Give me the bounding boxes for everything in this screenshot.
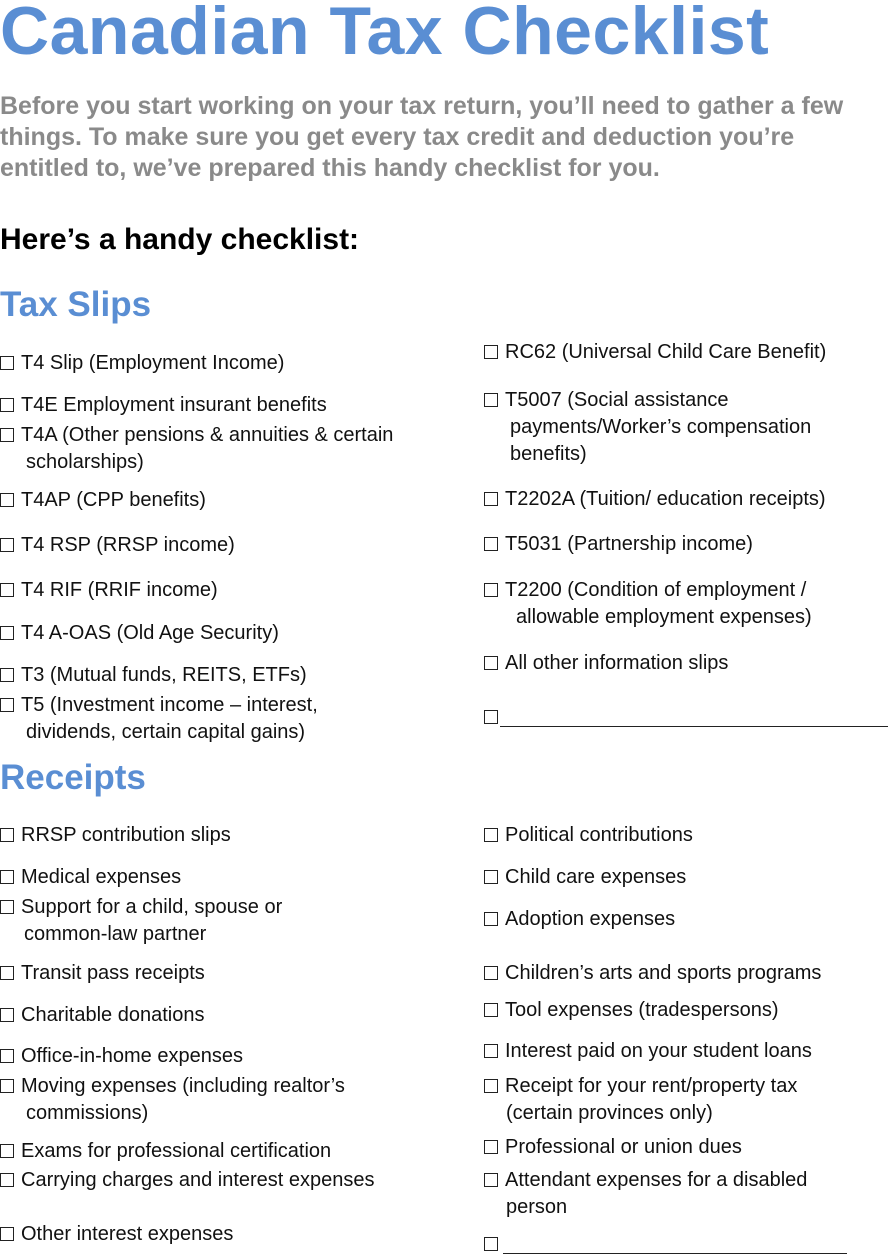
checkbox[interactable]	[0, 1227, 14, 1241]
checklist-item[interactable]	[0, 1138, 331, 1165]
item-label-continued: allowable employment expenses)	[516, 606, 812, 628]
checklist-item[interactable]	[484, 1167, 807, 1221]
item-label: T2200 (Condition of employment /	[505, 579, 807, 601]
checklist-item[interactable]	[484, 1073, 797, 1127]
checkbox[interactable]	[0, 356, 14, 370]
checklist-item[interactable]	[0, 960, 205, 987]
checklist-item[interactable]	[484, 339, 826, 366]
checkbox[interactable]	[484, 583, 498, 597]
item-label: Support for a child, spouse or	[21, 896, 283, 918]
checklist-item[interactable]	[0, 1002, 204, 1029]
checkbox[interactable]	[0, 538, 14, 552]
item-label-continued: dividends, certain capital gains)	[26, 721, 306, 743]
item-label: Child care expenses	[505, 866, 687, 888]
checklist-item[interactable]	[0, 1073, 345, 1127]
checkbox[interactable]	[484, 393, 498, 407]
checkbox[interactable]	[0, 966, 14, 980]
item-label: T3 (Mutual funds, REITS, ETFs)	[21, 664, 307, 686]
checkbox[interactable]	[484, 345, 498, 359]
checkbox[interactable]	[484, 1079, 498, 1093]
checkbox[interactable]	[0, 900, 14, 914]
checklist-item[interactable]	[0, 662, 307, 689]
checklist-item-blank[interactable]	[484, 704, 888, 731]
checklist-item[interactable]	[0, 350, 284, 377]
item-label: T2202A (Tuition/ education receipts)	[505, 488, 826, 510]
checklist-item[interactable]	[484, 960, 821, 987]
item-label: T5 (Investment income – interest,	[21, 694, 318, 716]
item-label: Adoption expenses	[505, 908, 676, 930]
item-label: T4AP (CPP benefits)	[21, 489, 206, 511]
item-label: T4E Employment insurant benefits	[21, 394, 327, 416]
item-label: Office-in-home expenses	[21, 1045, 243, 1067]
checklist-item[interactable]	[484, 486, 826, 513]
item-label: Carrying charges and interest expenses	[21, 1169, 375, 1191]
checkbox[interactable]	[484, 537, 498, 551]
checkbox[interactable]	[484, 492, 498, 506]
checklist-item[interactable]	[484, 531, 753, 558]
checklist-item[interactable]	[0, 577, 218, 604]
item-label: Tool expenses (tradespersons)	[505, 999, 779, 1021]
checklist-item[interactable]	[484, 650, 728, 677]
checklist-item[interactable]	[0, 894, 282, 948]
checkbox[interactable]	[0, 698, 14, 712]
checklist-item[interactable]	[484, 997, 778, 1024]
checklist-item[interactable]	[0, 822, 231, 849]
checklist-item[interactable]	[0, 1167, 375, 1194]
checklist-item[interactable]	[484, 577, 812, 631]
checkbox[interactable]	[0, 1173, 14, 1187]
checklist-item[interactable]	[484, 387, 811, 468]
item-label: Interest paid on your student loans	[505, 1040, 812, 1062]
checkbox[interactable]	[0, 1008, 14, 1022]
checkbox[interactable]	[0, 1049, 14, 1063]
checkbox[interactable]	[484, 710, 498, 724]
checkbox[interactable]	[0, 828, 14, 842]
checkbox[interactable]	[0, 626, 14, 640]
checkbox[interactable]	[484, 1173, 498, 1187]
checkbox[interactable]	[484, 1044, 498, 1058]
tax-slips-heading: Tax Slips	[0, 285, 152, 324]
item-label: Political contributions	[505, 824, 693, 846]
checkbox[interactable]	[484, 1237, 498, 1251]
page-title: Canadian Tax Checklist	[0, 0, 770, 69]
checklist-item[interactable]	[0, 864, 181, 891]
checkbox[interactable]	[484, 966, 498, 980]
item-label-continued: benefits)	[510, 443, 587, 465]
item-label: Professional or union dues	[505, 1136, 742, 1158]
item-label: T4 Slip (Employment Income)	[21, 352, 285, 374]
item-label: T4 RSP (RRSP income)	[21, 534, 235, 556]
item-label-continued: common-law partner	[24, 923, 207, 945]
intro-paragraph: Before you start working on your tax return, you’ll need to gather a few things. To make sure you get every tax credit and deduction you’re entitled to, we’ve prepared this handy checklist for you.	[0, 92, 844, 182]
item-label-continued: payments/Worker’s compensation	[510, 416, 812, 438]
blank-write-in-line[interactable]	[500, 726, 888, 727]
item-label-continued: (certain provinces only)	[506, 1102, 713, 1124]
checkbox[interactable]	[0, 870, 14, 884]
checklist-item[interactable]	[484, 822, 693, 849]
checkbox[interactable]	[0, 1079, 14, 1093]
checklist-item[interactable]	[484, 1038, 812, 1065]
checkbox[interactable]	[0, 583, 14, 597]
item-label-continued: person	[506, 1196, 568, 1218]
item-label-continued: scholarships)	[26, 451, 144, 473]
item-label: Moving expenses (including realtor’s	[21, 1075, 345, 1097]
checkbox[interactable]	[0, 493, 14, 507]
item-label: Charitable donations	[21, 1004, 205, 1026]
item-label: All other information slips	[505, 652, 729, 674]
checklist-item[interactable]	[0, 422, 393, 476]
item-label: RC62 (Universal Child Care Benefit)	[505, 341, 827, 363]
checkbox[interactable]	[0, 428, 14, 442]
checkbox[interactable]	[484, 1140, 498, 1154]
item-label: Medical expenses	[21, 866, 182, 888]
checklist-item[interactable]	[484, 864, 686, 891]
item-label: T4A (Other pensions & annuities & certain	[21, 424, 394, 446]
item-label: T4 RIF (RRIF income)	[21, 579, 218, 601]
checkbox[interactable]	[484, 656, 498, 670]
checklist-item[interactable]	[0, 1043, 243, 1070]
receipts-heading: Receipts	[0, 758, 146, 797]
item-label-continued: commissions)	[26, 1102, 149, 1124]
checklist-item[interactable]	[0, 487, 206, 514]
checklist-item[interactable]	[0, 532, 235, 559]
checklist-item[interactable]	[0, 392, 327, 419]
item-label: Exams for professional certification	[21, 1140, 332, 1162]
checkbox[interactable]	[0, 1144, 14, 1158]
item-label: T5031 (Partnership income)	[505, 533, 753, 555]
checkbox[interactable]	[484, 1003, 498, 1017]
checkbox[interactable]	[484, 870, 498, 884]
item-label: T5007 (Social assistance	[505, 389, 729, 411]
checklist-item[interactable]	[484, 906, 675, 933]
checkbox[interactable]	[0, 668, 14, 682]
item-label: Children’s arts and sports programs	[505, 962, 822, 984]
checklist-item[interactable]	[0, 620, 279, 647]
item-label: RRSP contribution slips	[21, 824, 231, 846]
item-label: T4 A-OAS (Old Age Security)	[21, 622, 279, 644]
checkbox[interactable]	[0, 398, 14, 412]
item-label: Receipt for your rent/property tax	[505, 1075, 798, 1097]
checklist-subheading: Here’s a handy checklist:	[0, 223, 360, 256]
checklist-item[interactable]	[0, 692, 318, 746]
checklist-item[interactable]	[0, 1221, 233, 1248]
item-label: Attendant expenses for a disabled	[505, 1169, 808, 1191]
checkbox[interactable]	[484, 912, 498, 926]
item-label: Other interest expenses	[21, 1223, 234, 1245]
checkbox[interactable]	[484, 828, 498, 842]
item-label: Transit pass receipts	[21, 962, 205, 984]
checklist-item[interactable]	[484, 1134, 742, 1161]
